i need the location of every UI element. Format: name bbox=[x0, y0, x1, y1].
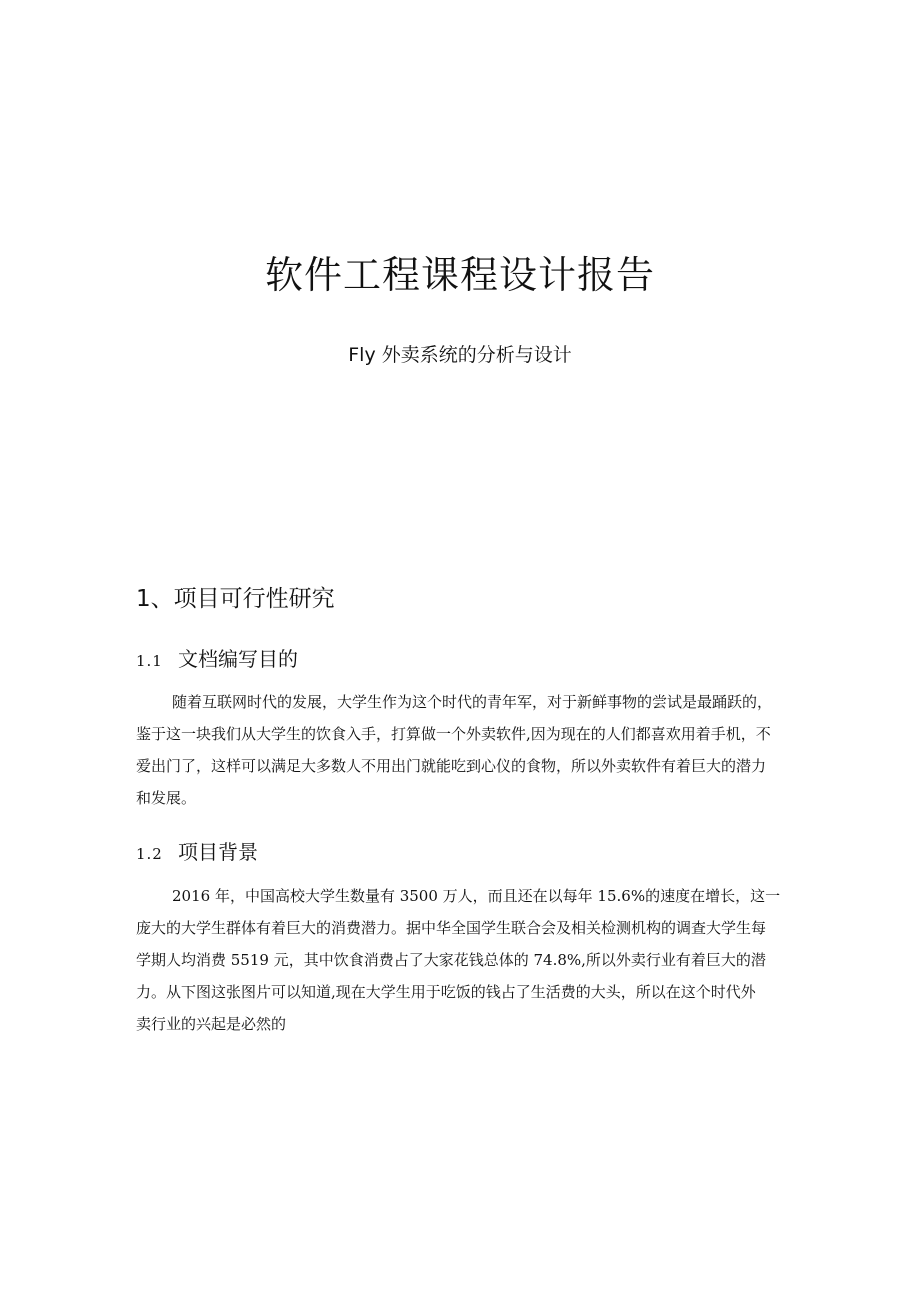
paragraph-line: 鉴于这一块我们从大学生的饮食入手，打算做一个外卖软件,因为现在的人们都喜欢用着手机，不 bbox=[136, 725, 771, 743]
paragraph-line: 爱出门了，这样可以满足大多数人不用出门就能吃到心仪的食物，所以外卖软件有着巨大的潜力 bbox=[136, 757, 767, 775]
document-subtitle: Fly 外卖系统的分析与设计 bbox=[348, 344, 572, 366]
subsection-number: 1.1 bbox=[136, 652, 163, 670]
subsection-number: 1.2 bbox=[136, 845, 163, 863]
paragraph-background bbox=[136, 880, 796, 1040]
document-title: 软件工程课程设计报告 bbox=[264, 253, 655, 297]
subsection-title: 文档编写目的 bbox=[178, 647, 298, 671]
subsection-heading-purpose bbox=[136, 643, 298, 672]
paragraph-line: 随着互联网时代的发展，大学生作为这个时代的青年军，对于新鲜事物的尝试是最踊跃的， bbox=[172, 693, 773, 711]
paragraph-purpose bbox=[136, 686, 796, 814]
section-heading-feasibility: 1、项目可行性研究 bbox=[136, 586, 335, 612]
subsection-heading-background bbox=[136, 836, 258, 865]
subsection-title: 项目背景 bbox=[178, 840, 258, 864]
paragraph-line: 学期人均消费 5519 元，其中饮食消费占了大家花钱总体的 74.8%,所以外卖行业有着巨大的潜 bbox=[136, 951, 766, 969]
paragraph-line: 力。从下图这张图片可以知道,现在大学生用于吃饭的钱占了生活费的大头，所以在这个时代外 bbox=[136, 983, 756, 1001]
paragraph-line: 庞大的大学生群体有着巨大的消费潜力。据中华全国学生联合会及相关检测机构的调查大学生每 bbox=[136, 919, 767, 937]
paragraph-line: 卖行业的兴起是必然的 bbox=[136, 1015, 287, 1033]
paragraph-line: 和发展。 bbox=[136, 789, 197, 807]
paragraph-line: 2016 年，中国高校大学生数量有 3500 万人，而且还在以每年 15.6%的速度在增长，这一 bbox=[172, 887, 781, 905]
